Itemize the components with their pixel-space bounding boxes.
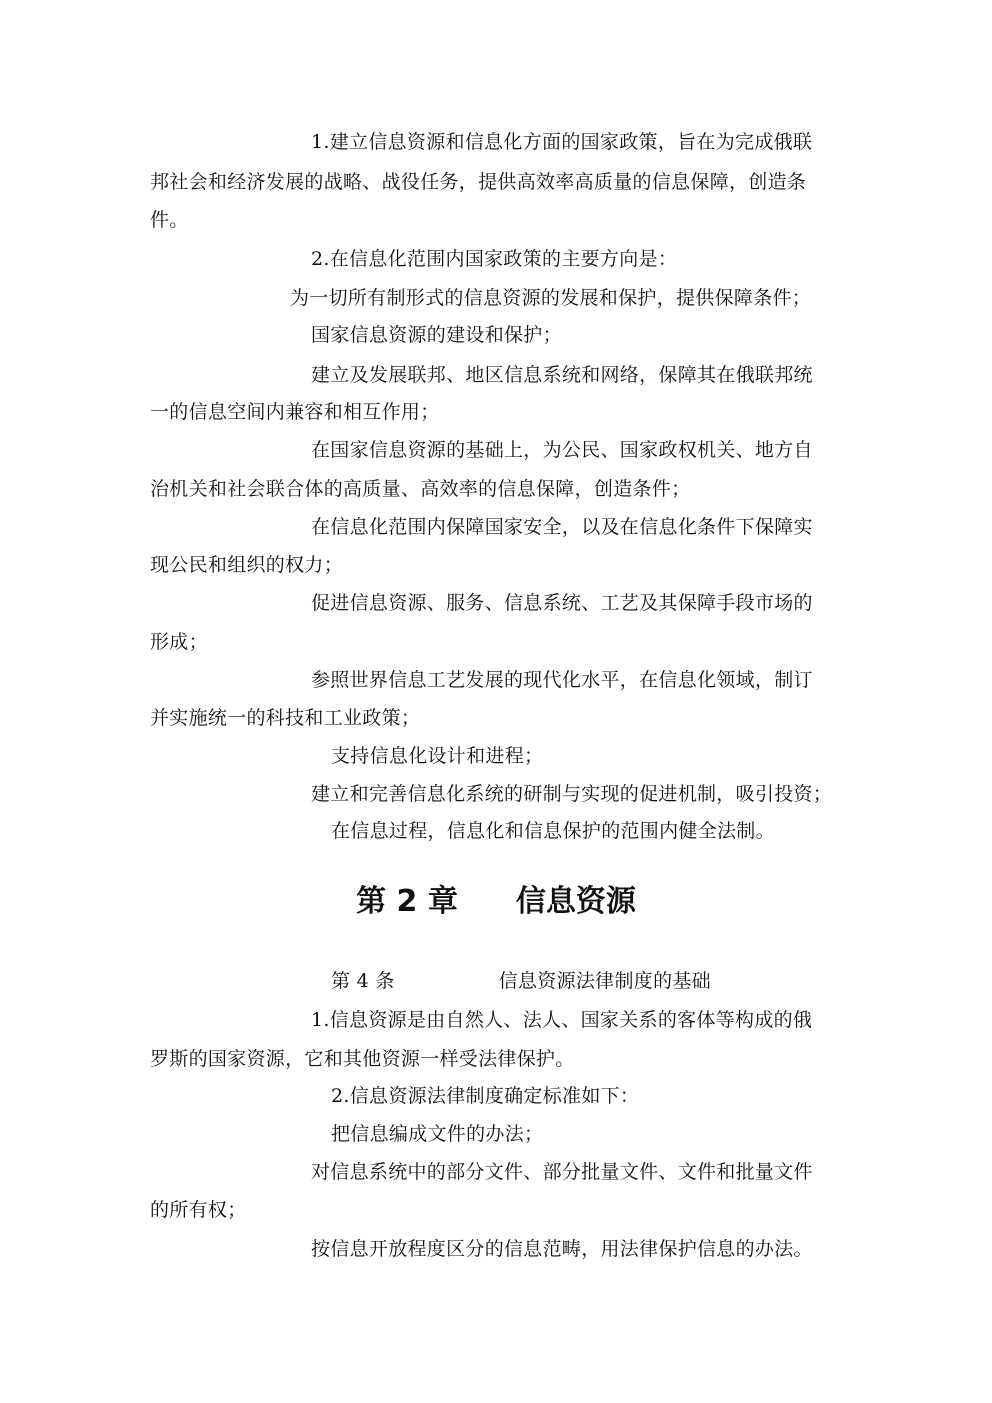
article-4-paragraph-1-line-1: 1.信息资源是由自然人、法人、国家关系的客体等构成的俄 bbox=[311, 1009, 813, 1031]
article-4-paragraph-1-line-2: 罗斯的国家资源，它和其他资源一样受法律保护。 bbox=[150, 1048, 575, 1070]
article-4-item-3: 按信息开放程度区分的信息范畴，用法律保护信息的办法。 bbox=[311, 1238, 813, 1260]
list-item-7-line-1: 参照世界信息工艺发展的现代化水平，在信息化领域，制订 bbox=[311, 669, 813, 691]
list-item-5-line-1: 在信息化范围内保障国家安全，以及在信息化条件下保障实 bbox=[311, 516, 813, 538]
list-item-3-line-2: 一的信息空间内兼容和相互作用； bbox=[150, 401, 440, 423]
list-item-3-line-1: 建立及发展联邦、地区信息系统和网络，保障其在俄联邦统 bbox=[311, 364, 813, 386]
article-4-item-2-line-1: 对信息系统中的部分文件、部分批量文件、文件和批量文件 bbox=[311, 1161, 813, 1183]
chapter-title: 信息资源 bbox=[515, 884, 636, 919]
list-item-4-line-2: 治机关和社会联合体的高质量、高效率的信息保障，创造条件； bbox=[150, 478, 691, 500]
list-item-2: 国家信息资源的建设和保护； bbox=[311, 324, 562, 346]
article-4-item-1: 把信息编成文件的办法； bbox=[331, 1123, 544, 1145]
paragraph-1-line-3: 件。 bbox=[150, 209, 189, 231]
chapter-number: 第 2 章 bbox=[356, 884, 458, 919]
list-item-7-line-2: 并实施统一的科技和工业政策； bbox=[150, 707, 421, 729]
list-item-6-line-1: 促进信息资源、服务、信息系统、工艺及其保障手段市场的 bbox=[311, 592, 813, 614]
list-item-6-line-2: 形成； bbox=[150, 631, 208, 653]
article-4-item-2-line-2: 的所有权； bbox=[150, 1199, 247, 1221]
list-item-5-line-2: 现公民和组织的权力； bbox=[150, 554, 344, 576]
list-item-4-line-1: 在国家信息资源的基础上，为公民、国家政权机关、地方自 bbox=[311, 439, 813, 461]
list-item-9: 建立和完善信息化系统的研制与实现的促进机制，吸引投资； bbox=[311, 783, 833, 805]
article-title: 信息资源法律制度的基础 bbox=[498, 970, 711, 992]
article-4-paragraph-2: 2.信息资源法律制度确定标准如下： bbox=[331, 1085, 640, 1107]
chapter-heading bbox=[0, 880, 992, 924]
list-item-1: 为一切所有制形式的信息资源的发展和保护，提供保障条件； bbox=[290, 287, 812, 309]
list-item-10: 在信息过程，信息化和信息保护的范围内健全法制。 bbox=[331, 820, 775, 842]
paragraph-1-line-2: 邦社会和经济发展的战略、战役任务，提供高效率高质量的信息保障，创造条 bbox=[150, 171, 807, 193]
paragraph-1-line-1: 1.建立信息资源和信息化方面的国家政策，旨在为完成俄联 bbox=[311, 131, 813, 153]
list-item-8: 支持信息化设计和进程； bbox=[331, 745, 544, 767]
article-number: 第 4 条 bbox=[331, 970, 395, 992]
article-heading bbox=[331, 969, 711, 993]
paragraph-2: 2.在信息化范围内国家政策的主要方向是： bbox=[311, 248, 678, 270]
